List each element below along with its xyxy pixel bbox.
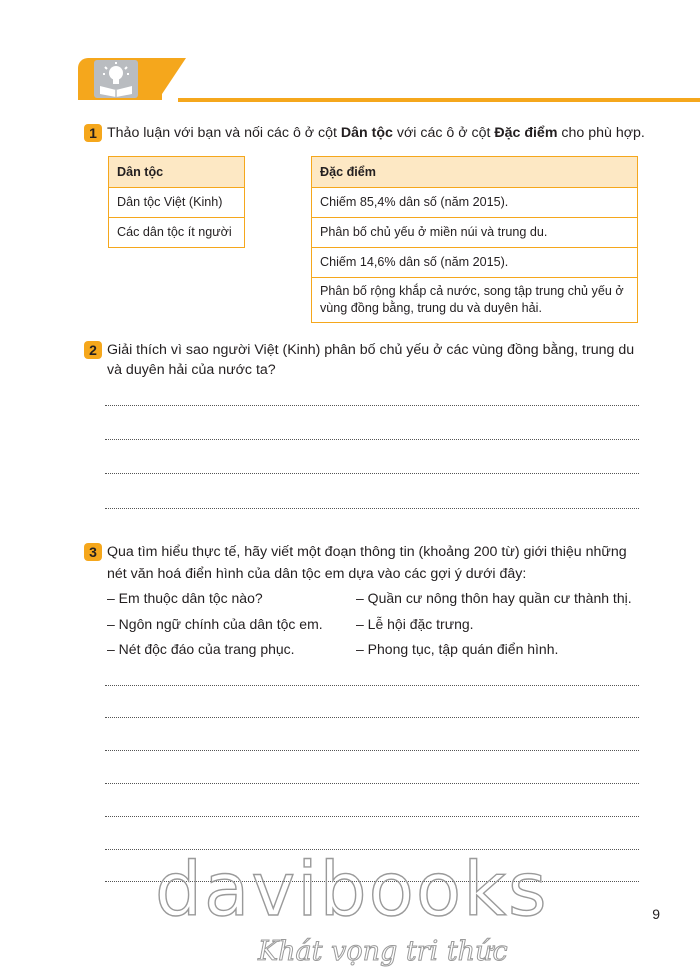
q1-prompt-bold-1: Dân tộc: [340, 125, 393, 141]
answer-line[interactable]: [105, 405, 639, 406]
answer-line[interactable]: [105, 783, 639, 784]
hint-item: – Em thuộc dân tộc nào?: [107, 590, 263, 606]
question-3-line-1: Qua tìm hiểu thực tế, hãy viết một đoạn thông tin (khoảng 200 từ) giới thiệu những: [107, 544, 627, 560]
banner-slope: [158, 58, 186, 100]
ethnic-group-table: [108, 156, 245, 248]
answer-line[interactable]: [105, 685, 639, 686]
answer-line[interactable]: [105, 750, 639, 751]
question-1-number: 1: [84, 124, 102, 142]
ethnic-group-cell[interactable]: Dân tộc Việt (Kinh): [109, 188, 245, 218]
section-banner: [78, 56, 700, 102]
page-number: 9: [652, 906, 660, 922]
characteristic-cell[interactable]: Phân bố chủ yếu ở miền núi và trung du.: [312, 218, 638, 248]
characteristic-cell[interactable]: Phân bố rộng khắp cả nước, song tập trung chủ yếu ở vùng đồng bằng, trung du và duyên hải.: [312, 278, 638, 323]
ethnic-group-cell[interactable]: Các dân tộc ít người: [109, 218, 245, 248]
characteristic-table: [311, 156, 638, 323]
banner-line: [178, 98, 700, 102]
answer-line[interactable]: [105, 717, 639, 718]
question-2-line-1: Giải thích vì sao người Việt (Kinh) phân bố chủ yếu ở các vùng đồng bằng, trung du: [107, 342, 635, 358]
watermark-brand: davibooks: [155, 847, 549, 933]
lightbulb-book-icon: [94, 60, 138, 98]
hint-item: – Ngôn ngữ chính của dân tộc em.: [107, 616, 323, 632]
q1-prompt-a: Thảo luận với bạn và nối các ô ở cột: [107, 125, 341, 141]
question-2-number: 2: [84, 341, 102, 359]
watermark-tagline: Khát vọng tri thức: [258, 936, 508, 967]
ethnic-group-header: Dân tộc: [109, 157, 245, 188]
question-3-line-2: nét văn hoá điển hình của dân tộc em dựa vào các gợi ý dưới đây:: [107, 566, 527, 582]
hint-item: – Nét độc đáo của trang phục.: [107, 641, 295, 657]
question-1-prompt: [107, 122, 645, 144]
question-3-number: 3: [84, 543, 102, 561]
characteristic-cell[interactable]: Chiếm 85,4% dân số (năm 2015).: [312, 188, 638, 218]
answer-line[interactable]: [105, 508, 639, 509]
q1-prompt-b: với các ô ở cột: [392, 125, 495, 141]
hint-item: – Quần cư nông thôn hay quần cư thành thị.: [356, 590, 632, 606]
hint-item: – Phong tục, tập quán điển hình.: [356, 641, 559, 657]
answer-line[interactable]: [105, 816, 639, 817]
question-2-line-2: và duyên hải của nước ta?: [107, 362, 276, 378]
q1-prompt-c: cho phù hợp.: [557, 125, 645, 141]
characteristic-header: Đặc điểm: [312, 157, 638, 188]
characteristic-cell[interactable]: Chiếm 14,6% dân số (năm 2015).: [312, 248, 638, 278]
answer-line[interactable]: [105, 473, 639, 474]
hint-item: – Lễ hội đặc trưng.: [356, 616, 474, 632]
answer-line[interactable]: [105, 439, 639, 440]
q1-prompt-bold-2: Đặc điểm: [494, 125, 558, 141]
